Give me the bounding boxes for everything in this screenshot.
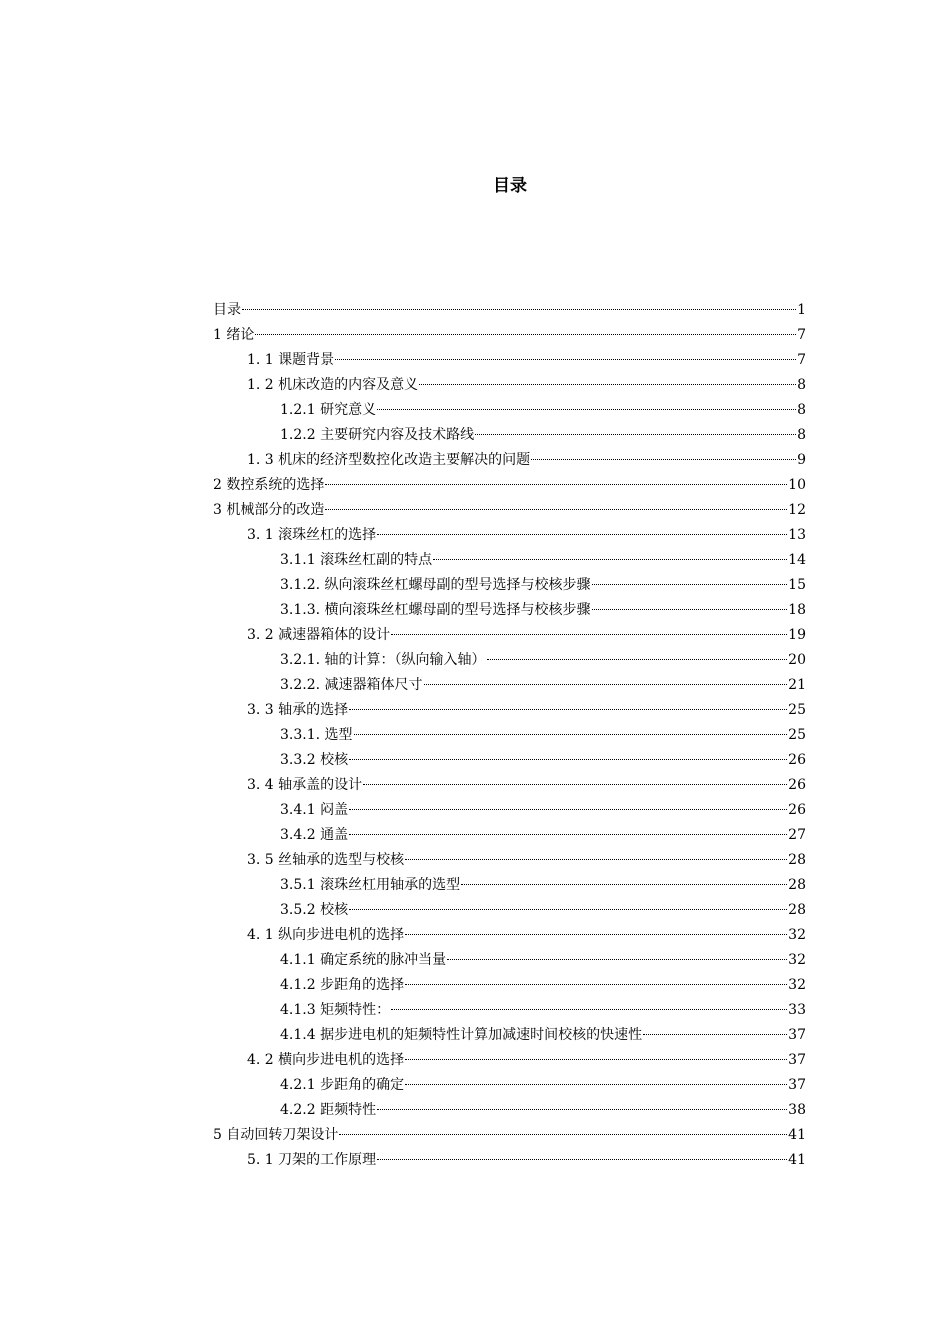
toc-dot-leader xyxy=(339,1134,787,1135)
toc-page-number: 18 xyxy=(788,602,806,618)
toc-entry[interactable] xyxy=(213,823,806,848)
toc-page-number: 27 xyxy=(788,827,806,843)
toc-page-number: 37 xyxy=(788,1077,806,1093)
toc-entry[interactable] xyxy=(213,1048,806,1073)
toc-entry[interactable] xyxy=(213,398,806,423)
toc-dot-leader xyxy=(487,659,788,660)
toc-entry-label: 3.1.2. 纵向滚珠丝杠螺母副的型号选择与校核步骤 xyxy=(280,577,591,593)
toc-dot-leader xyxy=(461,884,787,885)
toc-entry-label: 4.1.2 步距角的选择 xyxy=(280,977,405,993)
toc-entry[interactable] xyxy=(213,323,806,348)
toc-entry-label: 3.3.1. 选型 xyxy=(280,727,353,743)
toc-entry-label: 3. 1 滚珠丝杠的选择 xyxy=(247,527,377,543)
toc-dot-leader xyxy=(419,384,796,385)
toc-dot-leader xyxy=(377,1109,787,1110)
toc-page-number: 15 xyxy=(788,577,806,593)
toc-entry[interactable] xyxy=(213,698,806,723)
toc-entry-label: 5 自动回转刀架设计 xyxy=(213,1127,339,1143)
toc-dot-leader xyxy=(433,559,787,560)
toc-entry-label: 目录 xyxy=(213,302,241,318)
toc-page-number: 25 xyxy=(788,702,806,718)
toc-entry-label: 1. 3 机床的经济型数控化改造主要解决的问题 xyxy=(247,452,531,468)
toc-entry-label: 3.2.1. 轴的计算：（纵向输入轴） xyxy=(280,652,486,668)
toc-dot-leader xyxy=(349,809,787,810)
toc-dot-leader xyxy=(447,959,787,960)
toc-dot-leader xyxy=(592,609,788,610)
toc-entry[interactable] xyxy=(213,1023,806,1048)
toc-entry-label: 3.5.2 校核 xyxy=(280,902,349,918)
toc-entry[interactable] xyxy=(213,373,806,398)
toc-entry-label: 4.1.3 矩频特性： xyxy=(280,1002,391,1018)
toc-page-number: 37 xyxy=(788,1052,806,1068)
toc-entry-label: 2 数控系统的选择 xyxy=(213,477,325,493)
toc-page-number: 26 xyxy=(788,752,806,768)
toc-entry-label: 1.2.1 研究意义 xyxy=(280,402,377,418)
toc-page-number: 19 xyxy=(788,627,806,643)
toc-entry-label: 1 绪论 xyxy=(213,327,255,343)
toc-entry[interactable] xyxy=(213,998,806,1023)
toc-entry[interactable] xyxy=(213,948,806,973)
toc-page-number: 38 xyxy=(788,1102,806,1118)
toc-dot-leader xyxy=(377,1159,787,1160)
toc-page-number: 14 xyxy=(788,552,806,568)
toc-entry[interactable] xyxy=(213,1073,806,1098)
toc-entry[interactable] xyxy=(213,423,806,448)
toc-page-number: 21 xyxy=(788,677,806,693)
toc-dot-leader xyxy=(405,934,787,935)
toc-page-number: 7 xyxy=(797,327,806,343)
toc-entry[interactable] xyxy=(213,973,806,998)
toc-entry[interactable] xyxy=(213,673,806,698)
toc-page-number: 13 xyxy=(788,527,806,543)
toc-page-number: 20 xyxy=(788,652,806,668)
toc-entry[interactable] xyxy=(213,873,806,898)
toc-entry-label: 3.5.1 滚珠丝杠用轴承的选型 xyxy=(280,877,461,893)
toc-page-number: 32 xyxy=(788,952,806,968)
toc-dot-leader xyxy=(405,859,787,860)
toc-entry-label: 4. 2 横向步进电机的选择 xyxy=(247,1052,405,1068)
toc-page-number: 41 xyxy=(788,1152,806,1168)
toc-entry[interactable] xyxy=(213,548,806,573)
toc-page-number: 7 xyxy=(797,352,806,368)
toc-entry-label: 4.2.1 步距角的确定 xyxy=(280,1077,405,1093)
toc-entry[interactable] xyxy=(213,798,806,823)
toc-dot-leader xyxy=(475,434,796,435)
toc-entry-label: 3.4.1 闷盖 xyxy=(280,802,349,818)
toc-page-number: 33 xyxy=(788,1002,806,1018)
toc-page-number: 37 xyxy=(788,1027,806,1043)
toc-dot-leader xyxy=(531,459,796,460)
toc-entry-label: 3. 5 丝轴承的选型与校核 xyxy=(247,852,405,868)
toc-dot-leader xyxy=(377,409,796,410)
toc-entry[interactable] xyxy=(213,848,806,873)
toc-entry-label: 4.1.4 据步进电机的矩频特性计算加减速时间校核的快速性 xyxy=(280,1027,643,1043)
toc-entry-label: 1. 2 机床改造的内容及意义 xyxy=(247,377,419,393)
toc-page-number: 28 xyxy=(788,877,806,893)
toc-dot-leader xyxy=(349,909,787,910)
toc-entry[interactable] xyxy=(213,773,806,798)
toc-page-number: 10 xyxy=(788,477,806,493)
toc-dot-leader xyxy=(335,359,796,360)
toc-dot-leader xyxy=(391,634,787,635)
toc-entry-label: 5. 1 刀架的工作原理 xyxy=(247,1152,377,1168)
toc-entry[interactable] xyxy=(213,898,806,923)
toc-dot-leader xyxy=(325,484,787,485)
toc-entry[interactable] xyxy=(213,1148,806,1173)
toc-entry-label: 4. 1 纵向步进电机的选择 xyxy=(247,927,405,943)
toc-page-number: 26 xyxy=(788,777,806,793)
toc-dot-leader xyxy=(349,834,787,835)
toc-dot-leader xyxy=(377,534,787,535)
toc-entry[interactable] xyxy=(213,923,806,948)
toc-entry[interactable] xyxy=(213,348,806,373)
toc-dot-leader xyxy=(349,709,787,710)
toc-entry[interactable] xyxy=(213,448,806,473)
toc-page-number: 41 xyxy=(788,1127,806,1143)
toc-entry-label: 1. 1 课题背景 xyxy=(247,352,335,368)
toc-entry[interactable] xyxy=(213,623,806,648)
toc-dot-leader xyxy=(354,734,788,735)
toc-entry-label: 3.1.3. 横向滚珠丝杠螺母副的型号选择与校核步骤 xyxy=(280,602,591,618)
toc-dot-leader xyxy=(405,1084,787,1085)
toc-entry[interactable] xyxy=(213,523,806,548)
toc-entry[interactable] xyxy=(213,1123,806,1148)
toc-dot-leader xyxy=(592,584,788,585)
toc-page-number: 28 xyxy=(788,852,806,868)
toc-dot-leader xyxy=(242,309,796,310)
toc-entry-label: 1.2.2 主要研究内容及技术路线 xyxy=(280,427,475,443)
toc-entry-label: 3. 3 轴承的选择 xyxy=(247,702,349,718)
toc-entry-label: 3.2.2. 减速器箱体尺寸 xyxy=(280,677,423,693)
toc-entry[interactable] xyxy=(213,573,806,598)
toc-dot-leader xyxy=(325,509,787,510)
toc-page-number: 26 xyxy=(788,802,806,818)
toc-dot-leader xyxy=(405,984,787,985)
toc-entry-label: 4.1.1 确定系统的脉冲当量 xyxy=(280,952,447,968)
toc-page-number: 1 xyxy=(797,302,806,318)
toc-entry-label: 4.2.2 距频特性 xyxy=(280,1102,377,1118)
page-title: 目录 xyxy=(493,176,527,196)
toc-entry[interactable] xyxy=(213,598,806,623)
toc-page-number: 8 xyxy=(797,427,806,443)
toc-entry-label: 3.3.2 校核 xyxy=(280,752,349,768)
toc-entry[interactable] xyxy=(213,1098,806,1123)
toc-entry[interactable] xyxy=(213,298,806,323)
toc-entry[interactable] xyxy=(213,723,806,748)
toc-entry[interactable] xyxy=(213,473,806,498)
toc-page-number: 32 xyxy=(788,977,806,993)
toc-dot-leader xyxy=(391,1009,787,1010)
toc-entry-label: 3. 2 减速器箱体的设计 xyxy=(247,627,391,643)
toc-page-number: 12 xyxy=(788,502,806,518)
toc-dot-leader xyxy=(405,1059,787,1060)
toc-entry-label: 3. 4 轴承盖的设计 xyxy=(247,777,363,793)
toc-page-number: 8 xyxy=(797,402,806,418)
toc-entry[interactable] xyxy=(213,498,806,523)
toc-page-number: 9 xyxy=(797,452,806,468)
toc-page-number: 8 xyxy=(797,377,806,393)
toc-page-number: 28 xyxy=(788,902,806,918)
toc-dot-leader xyxy=(424,684,788,685)
toc-dot-leader xyxy=(255,334,796,335)
toc-dot-leader xyxy=(363,784,787,785)
table-of-contents xyxy=(213,298,806,1173)
toc-entry[interactable] xyxy=(213,748,806,773)
toc-entry[interactable] xyxy=(213,648,806,673)
toc-dot-leader xyxy=(349,759,787,760)
toc-dot-leader xyxy=(643,1034,787,1035)
toc-page-number: 32 xyxy=(788,927,806,943)
toc-entry-label: 3.4.2 通盖 xyxy=(280,827,349,843)
toc-entry-label: 3.1.1 滚珠丝杠副的特点 xyxy=(280,552,433,568)
toc-page-number: 25 xyxy=(788,727,806,743)
toc-entry-label: 3 机械部分的改造 xyxy=(213,502,325,518)
